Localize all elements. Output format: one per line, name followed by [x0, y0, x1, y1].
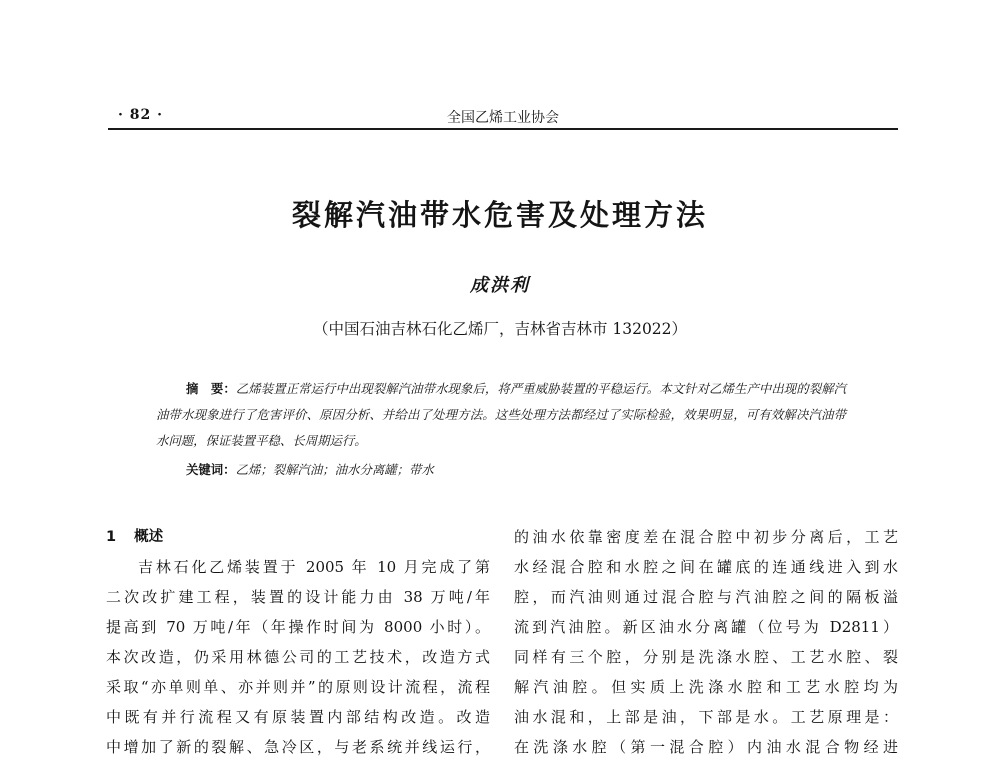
left-column — [106, 522, 490, 762]
body-line: 在洗涤水腔（第一混合腔）内油水混合物经进 — [514, 738, 898, 756]
keywords — [186, 460, 434, 478]
section-title: 概述 — [134, 529, 164, 545]
body-line: 的油水依靠密度差在混合腔中初步分离后，工艺 — [514, 528, 898, 546]
body-line: 采取“亦单则单、亦并则并”的原则设计流程，流程 — [106, 678, 490, 696]
abstract-label: 摘 要： — [186, 381, 236, 396]
abstract — [156, 376, 846, 454]
author-name: 成洪利 — [470, 275, 530, 296]
body-line: 水经混合腔和水腔之间在罐底的连通线进入到水 — [514, 558, 898, 576]
keywords-label: 关键词： — [186, 462, 236, 477]
body-line: 提高到 70 万吨/年（年操作时间为 8000 小时）。 — [106, 618, 490, 636]
header-rule — [108, 128, 898, 130]
body-line: 油水混和，上部是油，下部是水。工艺原理是： — [514, 708, 898, 726]
body-line: 解汽油腔。但实质上洗涤水腔和工艺水腔均为 — [514, 678, 898, 696]
keywords-text: 乙烯；裂解汽油；油水分离罐；带水 — [235, 462, 434, 477]
section-heading — [106, 522, 490, 552]
body-line: 流到汽油腔。新区油水分离罐（位号为 D2811） — [514, 618, 898, 636]
journal-name: 全国乙烯工业协会 — [447, 110, 559, 126]
running-head — [108, 105, 898, 129]
paper-title: 裂解汽油带水危害及处理方法 — [291, 198, 708, 232]
body-line: 二次改扩建工程，装置的设计能力由 38 万吨/年 — [106, 588, 490, 606]
body-line: 吉林石化乙烯装置于 2005 年 10 月完成了第 — [138, 558, 490, 576]
body-line: 中增加了新的裂解、急冷区，与老系统并线运行， — [106, 738, 490, 756]
body-line: 腔，而汽油则通过混合腔与汽油腔之间的隔板溢 — [514, 588, 898, 606]
body-line: 本次改造，仍采用林德公司的工艺技术，改造方式 — [106, 648, 490, 666]
abstract-text: 乙烯装置正常运行中出现裂解汽油带水现象后，将严重威胁装置的平稳运行。本文针对乙烯生产中出现的裂解汽油带水现象进行了危害评价、原因分析、并给出了处理方法。这些处理方法都经过了实际检验，效果明显，可有效解决汽油带水问题，保证装置平稳、长周期运行。 — [156, 381, 847, 448]
page-number: · 82 · — [118, 107, 163, 123]
body-line: 中既有并行流程又有原装置内部结构改造。改造 — [106, 708, 490, 726]
author-affiliation: （中国石油吉林石化乙烯厂，吉林省吉林市 132022） — [312, 320, 688, 338]
section-number: 1 — [106, 529, 117, 545]
right-column — [514, 522, 898, 762]
body-line: 同样有三个腔，分别是洗涤水腔、工艺水腔、裂 — [514, 648, 898, 666]
